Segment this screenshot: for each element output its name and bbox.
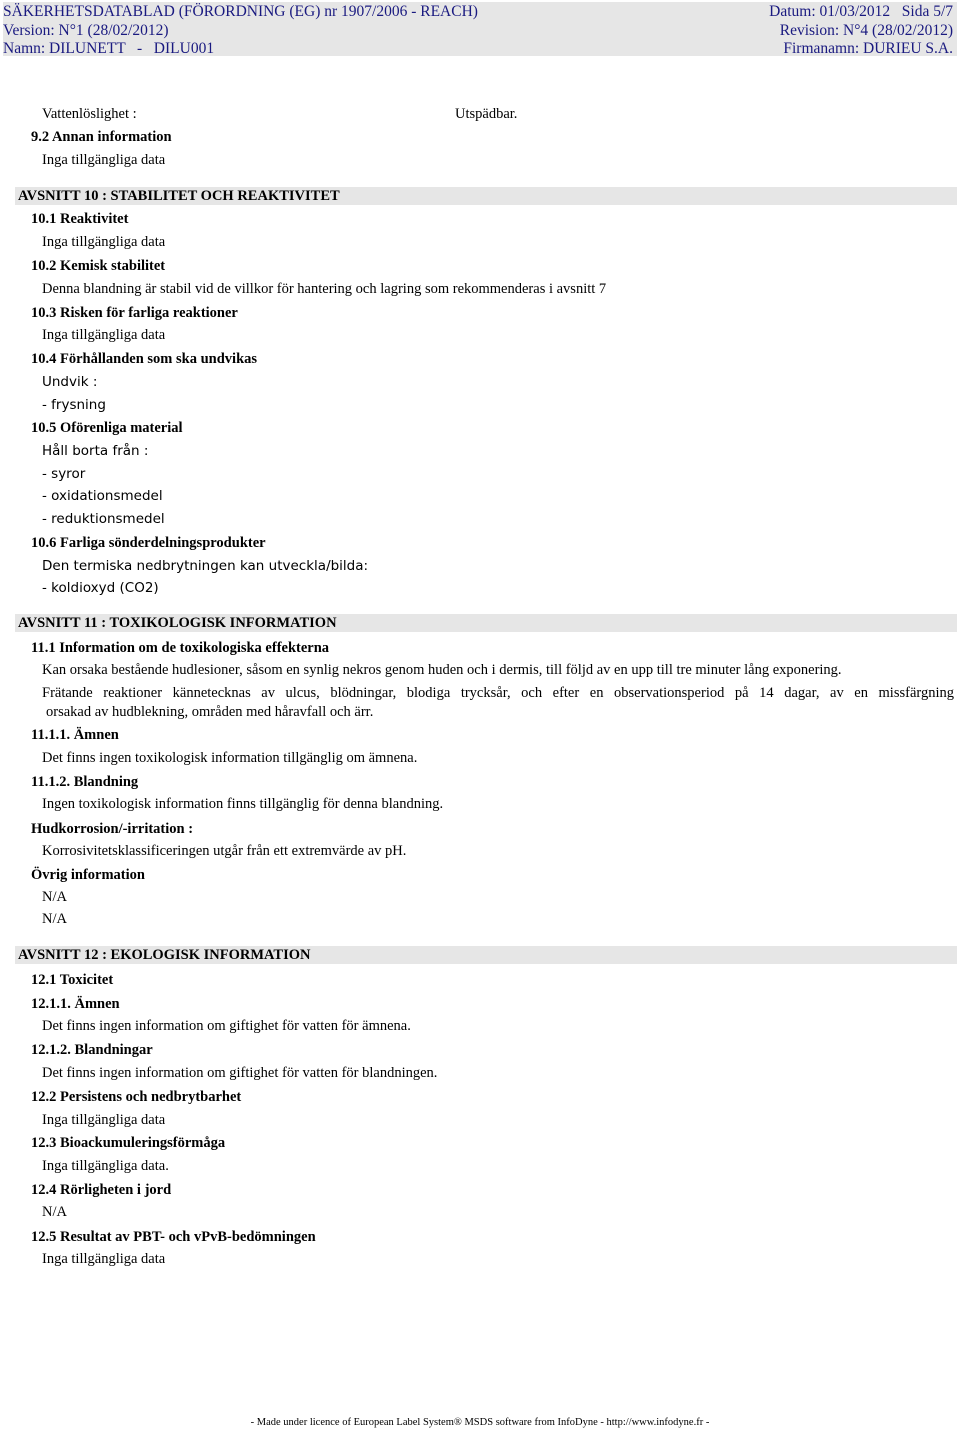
- heading-12-5: 12.5 Resultat av PBT- och vPvB-bedömningen: [31, 1229, 316, 1245]
- heading-skin-corrosion: Hudkorrosion/-irritation :: [31, 821, 194, 837]
- footer-credit: - Made under licence of European Label System® MSDS software from InfoDyne - http://www.infodyne.fr -: [250, 1417, 710, 1428]
- text-skin-corrosion: Korrosivitetsklassificeringen utgår från ett extremvärde av pH.: [42, 843, 407, 859]
- heading-12-1-1: 12.1.1. Ämnen: [31, 996, 120, 1012]
- text-10-4-item: - frysning: [42, 397, 106, 413]
- heading-10-6: 10.6 Farliga sönderdelningsprodukter: [31, 535, 266, 551]
- heading-11-1-1: 11.1.1. Ämnen: [31, 727, 119, 743]
- document-header: [3, 2, 957, 56]
- heading-12-1: 12.1 Toxicitet: [31, 972, 114, 988]
- section-10-title: AVSNITT 10 : STABILITET OCH REAKTIVITET: [15, 187, 957, 205]
- company-name: Firmanamn: DURIEU S.A.: [783, 40, 953, 57]
- text-11-1-p1: Kan orsaka bestående hudlesioner, såsom en synlig nekros genom huden och i dermis, till följd av en upp till tre minuter lång exponering.: [42, 662, 842, 678]
- heading-other-info: Övrig information: [31, 867, 145, 883]
- text-11-1-2: Ingen toxikologisk information finns tillgänglig för denna blandning.: [42, 796, 444, 812]
- heading-10-2: 10.2 Kemisk stabilitet: [31, 258, 166, 274]
- text-other-info: N/A: [42, 911, 67, 927]
- product-name: Namn: DILUNETT - DILU001: [3, 40, 215, 57]
- heading-10-1: 10.1 Reaktivitet: [31, 211, 129, 227]
- date-page: Datum: 01/03/2012 Sida 5/7: [769, 3, 953, 20]
- heading-10-4: 10.4 Förhållanden som ska undvikas: [31, 351, 258, 367]
- text-12-1-1: Det finns ingen information om giftighet för vatten för ämnena.: [42, 1018, 411, 1034]
- heading-12-4: 12.4 Rörligheten i jord: [31, 1182, 172, 1198]
- text-11-1-p2-cont: orsakad av hudblekning, områden med håravfall och ärr.: [46, 704, 374, 720]
- text-10-3: Inga tillgängliga data: [42, 327, 166, 343]
- text-10-5-item: - oxidationsmedel: [42, 488, 163, 504]
- text-10-1: Inga tillgängliga data: [42, 234, 166, 250]
- text-10-5-keep-away: Håll borta från :: [42, 443, 149, 459]
- text-12-1-2: Det finns ingen information om giftighet för vatten för blandningen.: [42, 1065, 438, 1081]
- text-other-info: N/A: [42, 889, 67, 905]
- heading-12-3: 12.3 Bioackumuleringsförmåga: [31, 1135, 226, 1151]
- heading-12-1-2: 12.1.2. Blandningar: [31, 1042, 153, 1058]
- solubility-label: Vattenlöslighet :: [42, 106, 137, 122]
- section-11-title: AVSNITT 11 : TOXIKOLOGISK INFORMATION: [15, 614, 957, 632]
- revision: Revision: N°4 (28/02/2012): [779, 22, 953, 39]
- text-10-2: Denna blandning är stabil vid de villkor för hantering och lagring som rekommenderas i avsnitt 7: [42, 281, 607, 297]
- heading-9-2: 9.2 Annan information: [31, 129, 172, 145]
- text-10-5-item: - reduktionsmedel: [42, 511, 165, 527]
- heading-10-5: 10.5 Oförenliga material: [31, 420, 183, 436]
- heading-12-2: 12.2 Persistens och nedbrytbarhet: [31, 1089, 242, 1105]
- text-10-6-item: - koldioxyd (CO2): [42, 580, 159, 596]
- heading-10-3: 10.3 Risken för farliga reaktioner: [31, 305, 238, 321]
- version: Version: N°1 (28/02/2012): [3, 22, 169, 39]
- text-12-4: N/A: [42, 1204, 67, 1220]
- text-10-5-item: - syror: [42, 466, 86, 482]
- text-11-1-1: Det finns ingen toxikologisk information tillgänglig om ämnena.: [42, 750, 418, 766]
- document-title: SÄKERHETSDATABLAD (FÖRORDNING (EG) nr 1907/2006 - REACH): [3, 3, 478, 20]
- heading-11-1: 11.1 Information om de toxikologiska effekterna: [31, 640, 330, 656]
- heading-11-1-2: 11.1.2. Blandning: [31, 774, 139, 790]
- solubility-value: Utspädbar.: [455, 106, 518, 122]
- text-10-4-avoid: Undvik :: [42, 374, 98, 390]
- text-12-5: Inga tillgängliga data: [42, 1251, 166, 1267]
- text-12-2: Inga tillgängliga data: [42, 1112, 166, 1128]
- text-10-6-intro: Den termiska nedbrytningen kan utveckla/bilda:: [42, 558, 369, 574]
- section-12-title: AVSNITT 12 : EKOLOGISK INFORMATION: [15, 946, 957, 964]
- text-12-3: Inga tillgängliga data.: [42, 1158, 169, 1174]
- text-9-2: Inga tillgängliga data: [42, 152, 166, 168]
- text-11-1-p2: Frätande reaktioner kännetecknas av ulcus, blödningar, blodiga trycksår, och efter en observationsperiod på 14 dagar, av en missfärgning: [42, 685, 954, 701]
